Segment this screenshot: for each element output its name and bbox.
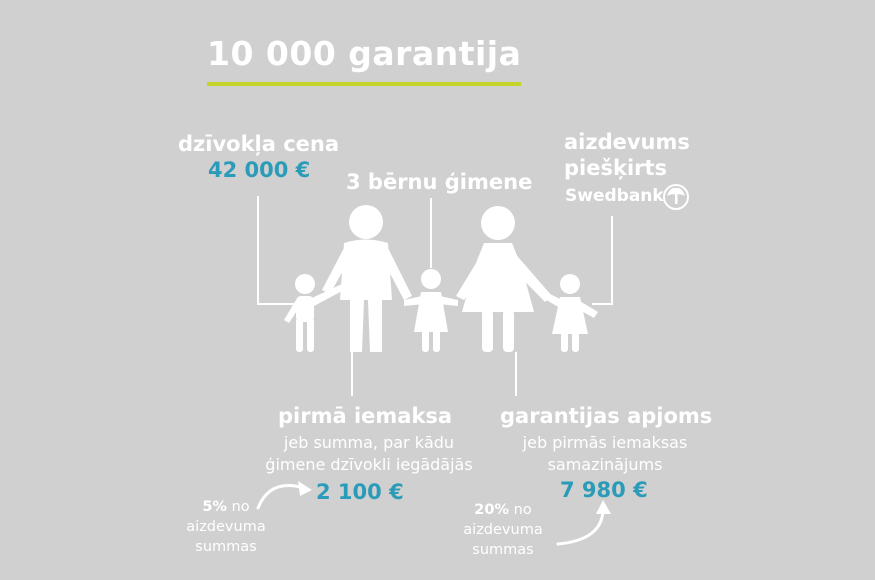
guarantee-note — [452, 500, 554, 560]
down-payment-desc-line1: jeb summa, par kādu — [283, 433, 455, 452]
title-underline — [207, 82, 521, 86]
guarantee-desc-line2: samazinājums — [547, 455, 663, 474]
connector-loan — [592, 216, 612, 304]
connector-apartment — [258, 196, 296, 304]
arrow-down-payment-head — [298, 481, 312, 496]
down-payment-label: pirmā iemaksa — [278, 404, 453, 428]
guarantee-note-percent: 20% — [474, 502, 510, 518]
down-payment-note-line2: aizdevuma — [186, 519, 266, 535]
apartment-price-value: 42 000 € — [208, 158, 311, 182]
guarantee-label: garantijas apjoms — [500, 404, 713, 428]
arrow-guarantee-curve — [558, 510, 603, 544]
father-figure — [322, 205, 412, 352]
down-payment-note — [178, 497, 274, 557]
guarantee-note-line2: aizdevuma — [463, 522, 543, 538]
swedbank-oak-icon — [664, 185, 688, 209]
guarantee-desc-line1: jeb pirmās iemaksas — [522, 433, 688, 452]
loan-label-line1: aizdevums — [564, 130, 690, 154]
page-title: 10 000 garantija — [207, 34, 522, 73]
child-left-figure — [284, 274, 344, 352]
down-payment-value: 2 100 € — [316, 480, 404, 504]
child-middle-figure — [404, 269, 458, 352]
child-right-figure — [543, 274, 598, 352]
arrow-guarantee-head — [596, 500, 611, 514]
mother-figure — [456, 206, 552, 352]
guarantee-value: 7 980 € — [560, 478, 648, 502]
bank-name: Swedbank — [565, 186, 664, 206]
family-label: 3 bērnu ģimene — [346, 170, 533, 194]
loan-label-line2: piešķirts — [564, 156, 668, 180]
down-payment-note-percent: 5% — [202, 499, 227, 515]
apartment-price-label: dzīvokļa cena — [178, 132, 340, 156]
down-payment-desc-line2: ģimene dzīvokli iegādājās — [265, 455, 473, 474]
guarantee-note-line3: summas — [472, 542, 534, 558]
down-payment-note-line1: no — [231, 499, 250, 515]
down-payment-note-line3: summas — [195, 539, 257, 555]
guarantee-note-line1: no — [513, 502, 532, 518]
